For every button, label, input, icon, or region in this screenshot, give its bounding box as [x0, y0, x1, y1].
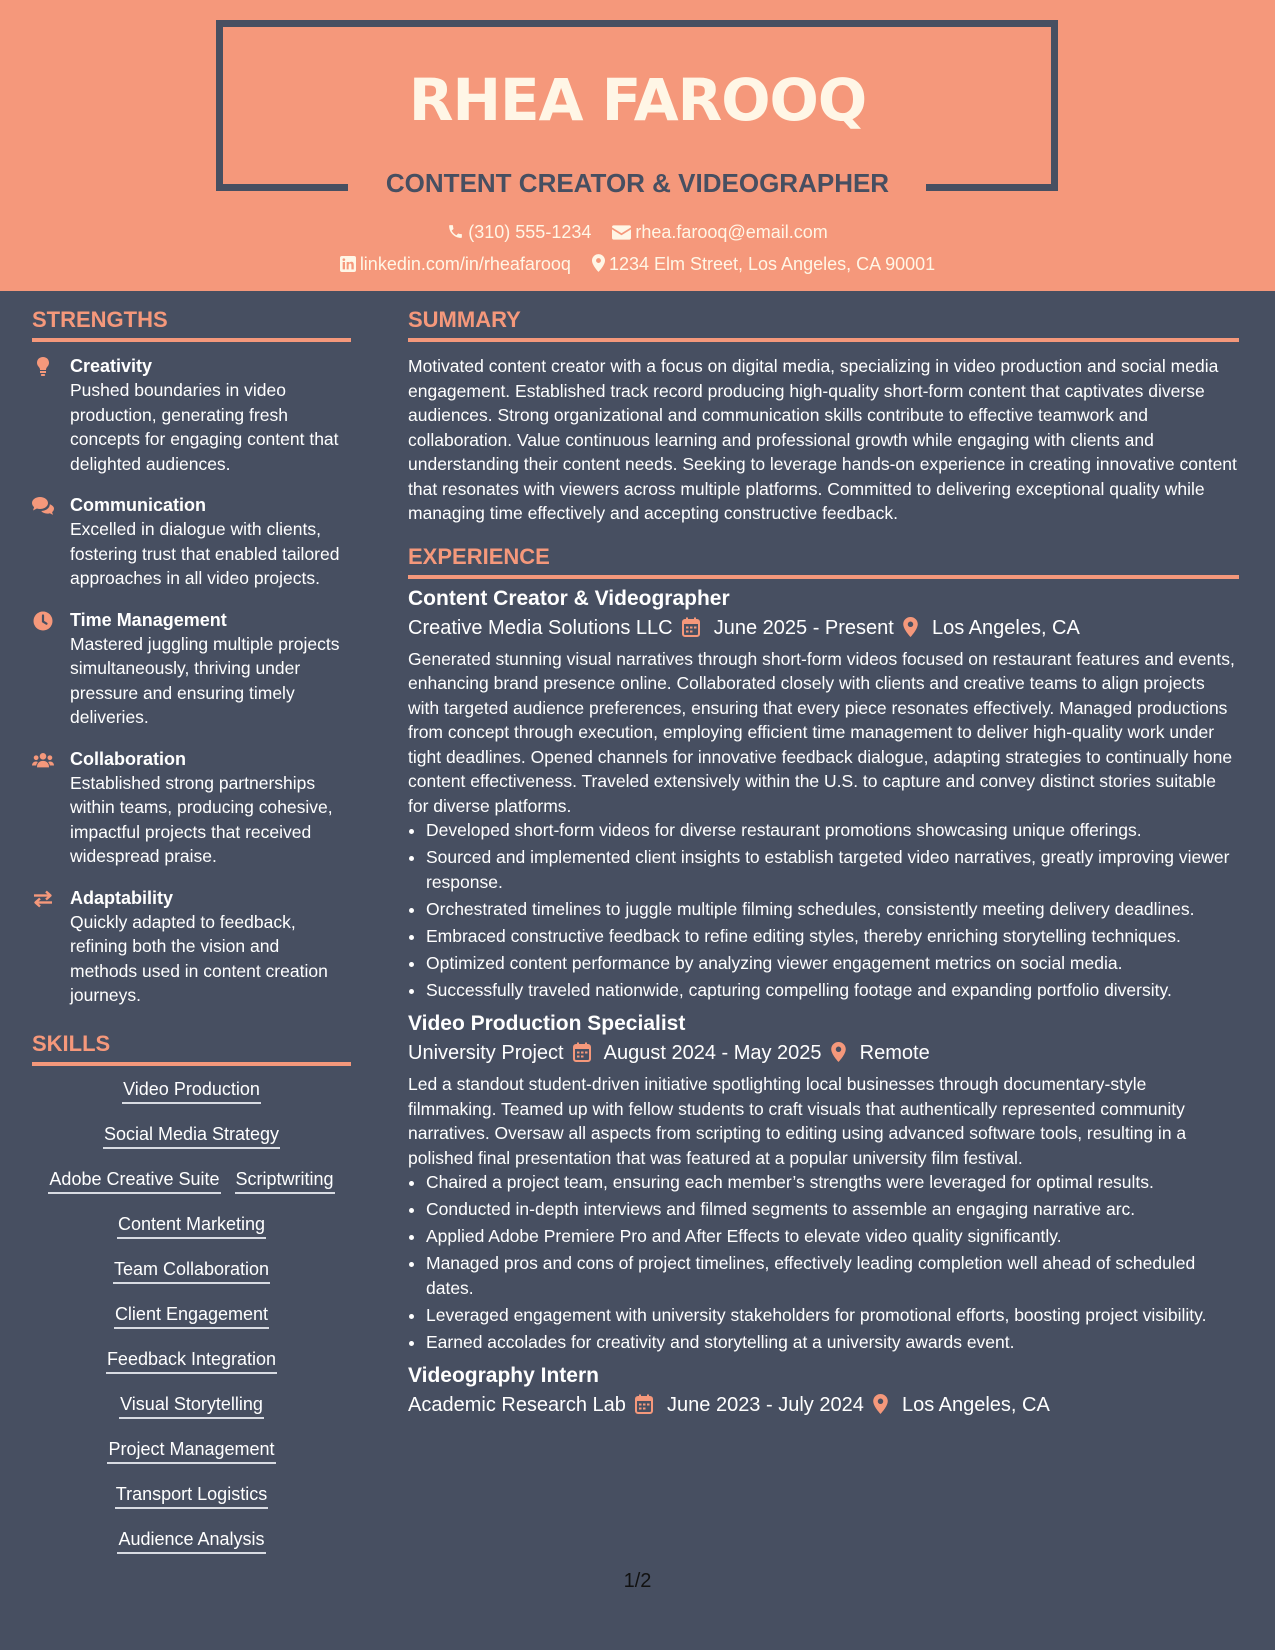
users-icon — [32, 750, 54, 770]
strength-title: Communication — [70, 495, 207, 515]
exchange-arrows-icon — [32, 889, 54, 909]
skill-tag: Content Marketing — [117, 1213, 266, 1239]
skills-heading: SKILLS — [32, 1030, 351, 1066]
email-contact[interactable] — [612, 220, 827, 244]
job-meta — [408, 1390, 1239, 1420]
skill-tag: Transport Logistics — [115, 1483, 268, 1509]
strength-item — [32, 608, 351, 730]
strength-item — [32, 886, 351, 1008]
job-dates: June 2025 - Present — [713, 616, 894, 639]
contact-line-1 — [0, 220, 1275, 244]
skill-tag: Visual Storytelling — [119, 1393, 264, 1419]
map-marker-icon — [831, 1042, 846, 1062]
map-marker-icon — [903, 617, 918, 637]
job-bullets — [408, 1170, 1239, 1354]
phone-icon — [447, 223, 464, 240]
address-contact — [592, 252, 935, 276]
strength-description: Excelled in dialogue with clients, fostering trust that enabled tailored approaches in all video projects. — [70, 519, 340, 588]
skill-tag: Team Collaboration — [113, 1258, 270, 1284]
summary-heading: SUMMARY — [408, 306, 1239, 342]
bullet-item: • Conducted in-depth interviews and filmed segments to assemble an engaging narrative arc. — [426, 1197, 1239, 1222]
job-dates: August 2024 - May 2025 — [603, 1042, 822, 1064]
comments-icon — [32, 496, 54, 516]
skill-tag: Audience Analysis — [117, 1528, 265, 1554]
skill-tag: Feedback Integration — [106, 1348, 277, 1374]
envelope-icon — [612, 225, 631, 240]
bullet-item: • Applied Adobe Premiere Pro and After Effects to elevate video quality significantly. — [426, 1224, 1239, 1249]
job-description: Led a standout student-driven initiative spotlighting local businesses through documentary-style filmmaking. Teamed up with fellow students to craft visuals that authentically represented community narratives. Oversaw all aspects from scripting to editing using advanced software tools, resulting in a polished final presentation that was featured at a popular university film festival. — [408, 1074, 1187, 1168]
bullet-item: • Leveraged engagement with university stakeholders for promotional efforts, boosting project visibility. — [426, 1303, 1239, 1328]
job-description: Generated stunning visual narratives through short-form videos focused on restaurant features and events, enhancing brand presence online. Collaborated closely with clients and creative teams to align projects with targeted audience preferences, ensuring that every piece resonates effectively. Managed productions from concept through execution, employing efficient time management to deliver high-quality work under tight deadlines. Opened channels for innovative feedback dialogue, adapting strategies to continually hone content effectiveness. Traveled extensively within the U.S. to capture and convey distinct stories suitable for diverse platforms. — [408, 648, 1235, 816]
strength-item — [32, 747, 351, 869]
bullet-item: • Chaired a project team, ensuring each member’s strengths were leveraged for optimal results. — [426, 1170, 1239, 1195]
skills-list — [32, 1078, 351, 1573]
strength-title: Creativity — [70, 356, 153, 376]
job-meta — [408, 1038, 1239, 1068]
skill-tag: Client Engagement — [114, 1303, 269, 1329]
strength-description: Established strong partnerships within teams, producing cohesive, impactful projects that received widespread praise. — [70, 772, 333, 866]
bullet-item: • Embraced constructive feedback to refine editing styles, thereby enriching storytelling techniques. — [426, 924, 1239, 949]
left-column — [32, 306, 351, 1573]
bullet-item: • Earned accolades for creativity and storytelling at a university awards event. — [426, 1330, 1239, 1355]
job-title: Videography Intern — [408, 1364, 599, 1387]
bullet-item: • Optimized content performance by analyzing viewer engagement metrics on social media. — [426, 951, 1239, 976]
strength-title: Time Management — [70, 609, 227, 630]
job-location: Remote — [859, 1042, 930, 1064]
bullet-item: • Developed short-form videos for diverse restaurant promotions showcasing unique offerings. — [426, 818, 1239, 843]
candidate-name: RHEA FAROOQ — [408, 66, 867, 134]
linkedin-contact[interactable] — [340, 252, 571, 276]
page-number: 1/2 — [623, 1570, 652, 1592]
job-dates: June 2023 - July 2024 — [667, 1394, 864, 1416]
skill-tag: Project Management — [107, 1438, 275, 1464]
job-location: Los Angeles, CA — [901, 1394, 1050, 1416]
strength-description: Pushed boundaries in video production, generating fresh concepts for engaging content that delighted audiences. — [70, 380, 339, 474]
job-entry — [408, 585, 1239, 1003]
strength-description: Quickly adapted to feedback, refining both the vision and methods used in content creation journeys. — [70, 911, 328, 1005]
phone-contact[interactable] — [447, 220, 591, 244]
address-text: 1234 Elm Street, Los Angeles, CA 90001 — [608, 254, 936, 274]
strength-item — [32, 354, 351, 476]
skill-tag: Adobe Creative Suite — [48, 1168, 220, 1194]
job-location: Los Angeles, CA — [931, 616, 1080, 639]
job-title: Video Production Specialist — [408, 1012, 686, 1035]
strength-title: Collaboration — [70, 748, 186, 769]
job-title: Content Creator & Videographer — [408, 586, 730, 610]
lightbulb-icon — [32, 357, 54, 377]
resume-header — [0, 0, 1275, 291]
job-bullets — [408, 818, 1239, 1002]
candidate-role: CONTENT CREATOR & VIDEOGRAPHER — [385, 168, 890, 198]
skill-tag: Video Production — [122, 1078, 261, 1104]
linkedin-text: linkedin.com/in/rheafarooq — [359, 254, 571, 274]
skill-tag: Social Media Strategy — [103, 1123, 280, 1149]
job-entry — [408, 1362, 1239, 1420]
strength-description: Mastered juggling multiple projects simultaneously, thriving under pressure and ensuring timely deliveries. — [70, 633, 340, 727]
linkedin-icon — [340, 256, 356, 272]
experience-heading: EXPERIENCE — [408, 543, 1239, 579]
map-marker-icon — [873, 1394, 888, 1414]
bullet-item: • Orchestrated timelines to juggle multiple filming schedules, consistently meeting delivery deadlines. — [426, 897, 1239, 922]
clock-icon — [32, 611, 54, 631]
job-company: Academic Research Lab — [408, 1394, 626, 1416]
contact-line-2 — [0, 252, 1275, 276]
calendar-icon — [573, 1042, 591, 1062]
job-meta — [408, 613, 1239, 643]
calendar-icon — [682, 617, 700, 637]
summary-text: Motivated content creator with a focus on digital media, specializing in video production and social media engagement. Established track record producing high-quality short-form content that captivates diverse audiences. Strong organizational and communication skills contribute to effective teamwork and collaboration. Value continuous learning and professional growth while engaging with clients and understanding their content needs. Seeking to leverage hands-on experience in creating innovative content that resonates with viewers across multiple platforms. Committed to delivering exceptional quality while managing time effectively and accepting constructive feedback. — [408, 356, 1237, 523]
job-company: University Project — [408, 1042, 564, 1064]
job-company: Creative Media Solutions LLC — [408, 616, 673, 639]
email-text: rhea.farooq@email.com — [635, 222, 828, 242]
strength-title: Adaptability — [70, 887, 174, 908]
map-marker-icon — [592, 254, 605, 272]
bullet-item: • Successfully traveled nationwide, capturing compelling footage and expanding portfolio diversity. — [426, 978, 1239, 1003]
phone-text: (310) 555-1234 — [468, 222, 592, 242]
right-column — [408, 306, 1239, 1428]
strengths-heading: STRENGTHS — [32, 306, 351, 342]
skill-tag: Scriptwriting — [235, 1168, 335, 1194]
strength-item — [32, 493, 351, 591]
job-entry — [408, 1010, 1239, 1354]
bullet-item: • Managed pros and cons of project timelines, effectively leading completion well ahead of scheduled dates. — [426, 1251, 1239, 1300]
bullet-item: • Sourced and implemented client insights to establish targeted video narratives, greatly improving viewer response. — [426, 845, 1239, 894]
calendar-icon — [635, 1394, 653, 1414]
